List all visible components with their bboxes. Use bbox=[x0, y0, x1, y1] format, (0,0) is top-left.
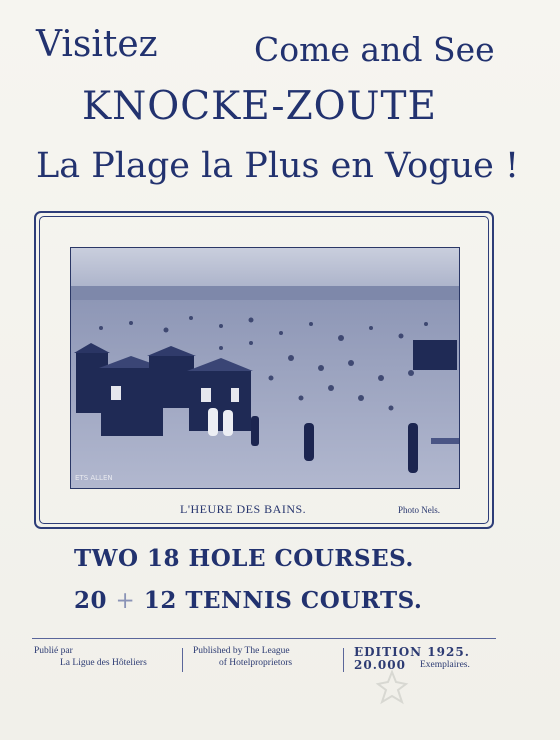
footer-separator bbox=[343, 648, 344, 672]
footer-print-run: 20.000 bbox=[354, 658, 406, 672]
footer-edition: EDITION 1925. bbox=[354, 645, 470, 659]
photo-caption: L'HEURE DES BAINS. bbox=[180, 502, 307, 516]
golf-courses-line: TWO 18 HOLE COURSES. bbox=[74, 545, 414, 572]
header-come-and-see: Come and See bbox=[254, 30, 495, 69]
page-title: KNOCKE-ZOUTE bbox=[82, 84, 438, 129]
beach-photo bbox=[70, 247, 460, 489]
photo-watermark: ETS ALLEN bbox=[75, 474, 113, 482]
photo-credit: Photo Nels. bbox=[398, 505, 441, 515]
tennis-count-a: 20 bbox=[74, 587, 108, 614]
header-subtitle: La Plage la Plus en Vogue ! bbox=[36, 146, 520, 186]
footer-divider bbox=[32, 638, 496, 639]
footer-published-fr-label: Publié par bbox=[34, 646, 73, 656]
tennis-count-b: 12 TENNIS COURTS. bbox=[143, 587, 423, 614]
footer-separator bbox=[182, 648, 183, 672]
footer-publisher-fr: La Ligue des Hôteliers bbox=[60, 658, 147, 668]
tennis-courts-line bbox=[74, 587, 422, 614]
emboss-seal-icon bbox=[372, 668, 412, 708]
footer-published-en-label: Published by The League bbox=[193, 646, 290, 656]
footer-publisher-en: of Hotelproprietors bbox=[219, 658, 293, 668]
header-visitez: Visitez bbox=[36, 24, 158, 65]
footer-copies-label: Exemplaires. bbox=[420, 660, 470, 670]
plus-sign: + bbox=[115, 588, 136, 614]
